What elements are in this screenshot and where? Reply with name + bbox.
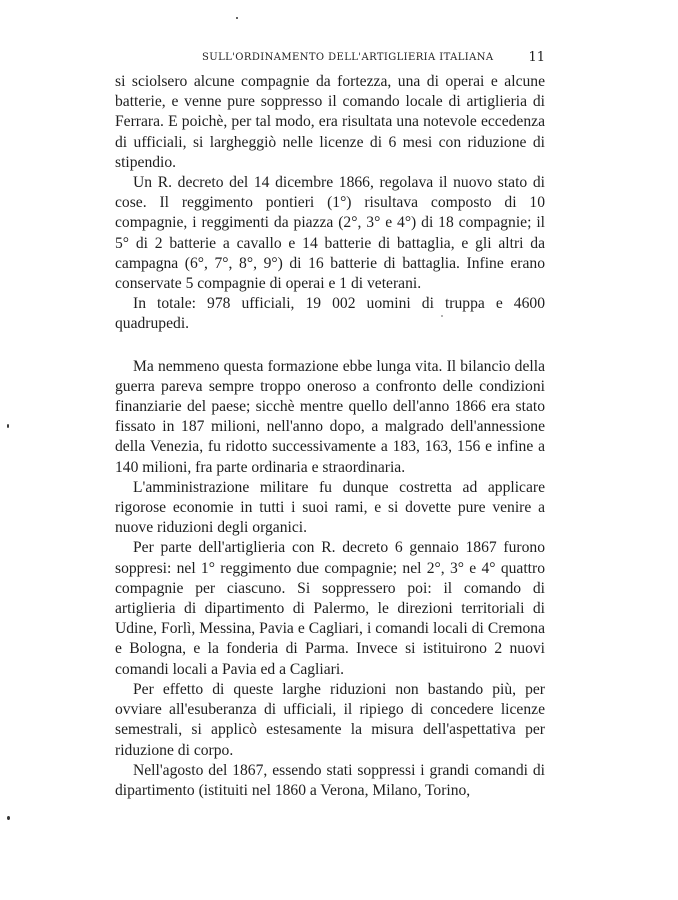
paragraph: Un R. decreto del 14 dicembre 1866, regolava il nuovo stato di cose. Il reggimento pontieri (1°) risultava composto di 10 compagnie, i reggimenti da piazza (2°, 3° e 4°) di 18 compagnie; il 5° di 2 batterie a cavallo e 14 batterie di battaglia, e gli altri da campagna (6°, 7°, 8°, 9°) di 16 batterie di battaglia. Infine erano conservate 5 compagnie di operai e 1 di veterani. bbox=[115, 174, 545, 293]
page-header bbox=[115, 50, 545, 70]
paragraph: Per parte dell'artiglieria con R. decreto 6 gennaio 1867 furono soppresi: nel 1° reggimento due compagnie; nel 2°, 3° e 4° quattro compagnie per ciascuno. Si soppressero poi: il comando di artiglieria di dipartimento di Palermo, le direzioni territoriali di Udine, Forlì, Messina, Pavia e Cagliari, i comandi locali di Cremona e Bologna, e la fonderia di Parma. Invece si istituirono 2 nuovi comandi locali a Pavia ed a Cagliari. bbox=[115, 539, 545, 678]
paragraph: Nell'agosto del 1867, essendo stati soppressi i grandi comandi di dipartimento (istituiti nel 1860 a Verona, Milano, Torino, bbox=[115, 761, 545, 799]
paragraph: In totale: 978 ufficiali, 19 002 uomini di truppa e 4600 quadrupedi. bbox=[115, 295, 545, 333]
running-title: SULL'ORDINAMENTO DELL'ARTIGLIERIA ITALIANA bbox=[202, 52, 494, 63]
paragraph: Ma nemmeno questa formazione ebbe lunga vita. Il bilancio della guerra pareva sempre troppo oneroso a confronto delle condizioni finanziarie del paese; sicchè mentre quello dell'anno 1866 era stato fissato in 187 milioni, nell'anno dopo, a malgrado dell'annessione della Venezia, fu ridotto successivamente a 183, 163, 156 e infine a 140 milioni, fra parte ordinaria e straordinaria. bbox=[115, 357, 545, 476]
scan-speck bbox=[236, 17, 238, 19]
paragraph: Per effetto di queste larghe riduzioni non bastando più, per ovviare all'esuberanza di ufficiali, il ripiego di concedere licenze semestrali, si applicò estesamente la misura dell'aspettativa per riduzione di corpo. bbox=[115, 680, 545, 759]
body-text bbox=[115, 72, 545, 801]
scan-speck bbox=[7, 816, 10, 820]
page-number: 11 bbox=[528, 50, 545, 65]
paragraph: si sciolsero alcune compagnie da fortezza, una di operai e alcune batterie, e venne pure soppresso il comando locale di artiglieria di Ferrara. E poichè, per tal modo, era risultata una notevole eccedenza di ufficiali, si largheggiò nelle licenze di 6 mesi con riduzione di stipendio. bbox=[115, 73, 545, 171]
scan-speck bbox=[7, 424, 9, 428]
section-break bbox=[115, 335, 545, 357]
paragraph: L'amministrazione militare fu dunque costretta ad applicare rigorose economie in tutti i suoi rami, e si dovette pure venire a nuove riduzioni degli organici. bbox=[115, 478, 545, 537]
